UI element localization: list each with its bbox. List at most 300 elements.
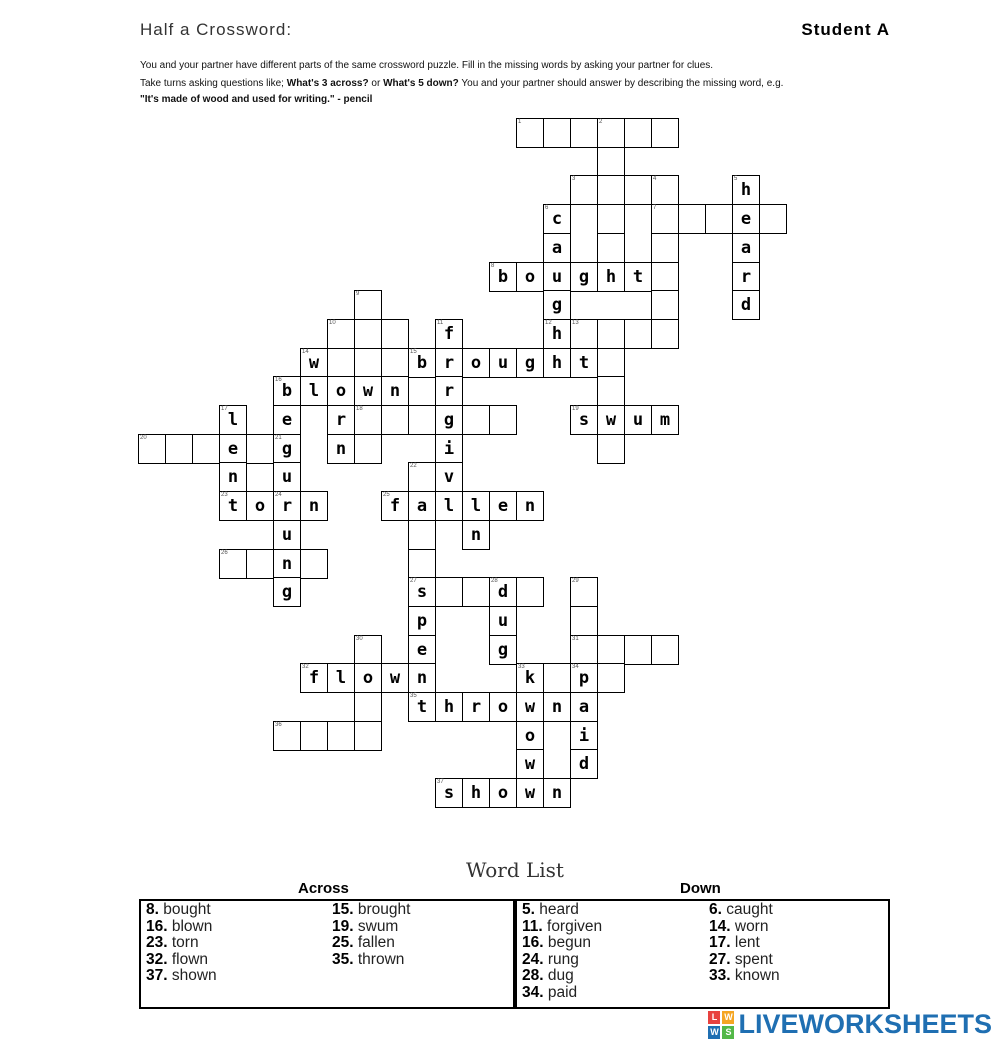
crossword-cell[interactable] [327, 721, 355, 751]
crossword-cell[interactable] [570, 577, 598, 607]
crossword-cell [489, 262, 517, 292]
crossword-cell[interactable] [597, 635, 625, 665]
crossword-cell[interactable] [192, 434, 220, 464]
cell-letter: s [578, 410, 590, 430]
crossword-cell [273, 549, 301, 579]
crossword-cell [570, 749, 598, 779]
crossword-cell [408, 348, 436, 378]
crossword-cell[interactable] [651, 233, 679, 263]
cell-letter: g [443, 410, 455, 430]
crossword-cell[interactable] [354, 721, 382, 751]
cell-letter: u [632, 410, 644, 430]
word-list-entry [522, 935, 602, 952]
crossword-cell [354, 376, 382, 406]
entry-number: 16. [146, 917, 168, 935]
crossword-cell[interactable] [516, 577, 544, 607]
logo-badge-icon [708, 1011, 734, 1039]
cell-letter: n [281, 554, 293, 574]
crossword-cell [435, 319, 463, 349]
crossword-cell[interactable] [651, 204, 679, 234]
cell-letter: h [605, 267, 617, 287]
crossword-cell [543, 290, 571, 320]
crossword-cell [597, 405, 625, 435]
entry-word: lent [730, 934, 760, 951]
cell-letter: h [443, 697, 455, 717]
cell-letter: t [227, 496, 239, 516]
clue-number: 24 [275, 492, 282, 498]
example-question-across: What's 3 across? [286, 78, 369, 89]
crossword-cell [543, 262, 571, 292]
instruction-line-1: You and your partner have different parts of the same crossword puzzle. Fill in the missing words by asking your partner for clues. [140, 60, 714, 71]
crossword-cell [732, 233, 760, 263]
cell-letter: g [578, 267, 590, 287]
crossword-cell [408, 606, 436, 636]
down-heading: Down [680, 880, 721, 897]
crossword-cell [435, 491, 463, 521]
cell-letter: l [227, 410, 239, 430]
cell-letter: r [443, 381, 455, 401]
down-list-col-1 [522, 902, 602, 1001]
cell-letter: h [551, 353, 563, 373]
clue-number: 29 [572, 578, 579, 584]
crossword-cell [570, 405, 598, 435]
cell-letter: g [551, 295, 563, 315]
crossword-cell [273, 376, 301, 406]
crossword-cell [516, 262, 544, 292]
clue-number: 7 [653, 205, 657, 211]
instruction-text: or [368, 78, 384, 89]
crossword-cell[interactable] [327, 319, 355, 349]
crossword-cell[interactable] [624, 319, 652, 349]
crossword-cell [516, 491, 544, 521]
crossword-cell[interactable] [597, 376, 625, 406]
cell-letter: m [659, 410, 671, 430]
cell-letter: g [497, 640, 509, 660]
crossword-cell [408, 635, 436, 665]
entry-number: 33. [709, 967, 731, 984]
crossword-cell[interactable] [246, 434, 274, 464]
crossword-cell[interactable] [678, 204, 706, 234]
crossword-cell[interactable] [354, 635, 382, 665]
crossword-cell[interactable] [273, 721, 301, 751]
logo-badge-letter: W [710, 1026, 719, 1037]
word-list-entry [522, 952, 602, 969]
clue-number: 8 [491, 263, 495, 269]
crossword-cell [435, 434, 463, 464]
clue-number: 5 [734, 176, 738, 182]
crossword-cell[interactable] [597, 118, 625, 148]
logo-text: LIVEWORKSHEETS [738, 1009, 992, 1039]
cell-letter: r [281, 496, 293, 516]
crossword-cell [327, 434, 355, 464]
crossword-cell [300, 663, 328, 693]
cell-letter: o [497, 783, 509, 803]
cell-letter: d [497, 582, 509, 602]
crossword-cell[interactable] [219, 549, 247, 579]
crossword-cell[interactable] [408, 462, 436, 492]
entry-word: dug [543, 967, 574, 984]
crossword-cell [516, 348, 544, 378]
crossword-cell[interactable] [651, 262, 679, 292]
worksheet-title: Half a Crossword: [140, 20, 293, 39]
crossword-cell [516, 663, 544, 693]
crossword-cell [219, 405, 247, 435]
cell-letter: u [497, 353, 509, 373]
crossword-cell[interactable] [543, 663, 571, 693]
across-heading: Across [298, 880, 349, 897]
crossword-cell [462, 692, 490, 722]
crossword-cell[interactable] [651, 319, 679, 349]
down-list-col-2 [709, 902, 780, 985]
crossword-cell [300, 491, 328, 521]
cell-letter: l [470, 496, 482, 516]
crossword-cell[interactable] [354, 319, 382, 349]
cell-letter: b [416, 353, 428, 373]
cell-letter: o [335, 381, 347, 401]
cell-letter: w [524, 783, 536, 803]
cell-letter: n [470, 525, 482, 545]
crossword-cell[interactable] [435, 577, 463, 607]
clue-number: 1 [518, 119, 522, 125]
entry-word: worn [730, 917, 769, 935]
word-list-entry [146, 935, 217, 952]
example-question-down: What's 5 down? [383, 78, 459, 89]
cell-letter: e [281, 410, 293, 430]
crossword-cell[interactable] [624, 118, 652, 148]
crossword-cell [435, 405, 463, 435]
crossword-cell[interactable] [354, 348, 382, 378]
liveworksheets-logo[interactable] [708, 1009, 992, 1040]
cell-letter: l [308, 381, 320, 401]
crossword-cell [651, 405, 679, 435]
crossword-cell[interactable] [462, 577, 490, 607]
entry-number: 23. [146, 934, 168, 951]
crossword-cell [381, 491, 409, 521]
clue-number: 10 [329, 320, 336, 326]
crossword-cell [570, 692, 598, 722]
crossword-cell[interactable] [651, 118, 679, 148]
clue-number: 4 [653, 176, 657, 182]
crossword-cell [462, 348, 490, 378]
crossword-cell [597, 262, 625, 292]
entry-word: fallen [353, 934, 395, 951]
crossword-cell [543, 692, 571, 722]
crossword-cell [354, 663, 382, 693]
clue-number: 18 [356, 406, 363, 412]
crossword-cell[interactable] [597, 204, 625, 234]
word-list-entry [332, 952, 410, 969]
entry-number: 8. [146, 901, 159, 918]
word-list-entry [146, 952, 217, 969]
cell-letter: n [335, 439, 347, 459]
cell-letter: a [551, 238, 563, 258]
entry-number: 14. [709, 917, 731, 935]
crossword-cell [489, 778, 517, 808]
crossword-cell[interactable] [651, 175, 679, 205]
logo-badge-letter: S [722, 1026, 734, 1039]
crossword-cell [435, 692, 463, 722]
entry-word: caught [721, 901, 773, 918]
cell-letter: r [335, 410, 347, 430]
crossword-cell [543, 348, 571, 378]
clue-number: 23 [221, 492, 228, 498]
cell-letter: d [578, 754, 590, 774]
cell-letter: a [740, 238, 752, 258]
cell-letter: h [551, 324, 563, 344]
entry-number: 37. [146, 967, 168, 984]
crossword-cell [543, 778, 571, 808]
clue-number: 13 [572, 320, 579, 326]
clue-number: 28 [491, 578, 498, 584]
crossword-cell [273, 577, 301, 607]
crossword-cell[interactable] [759, 204, 787, 234]
cell-letter: f [389, 496, 401, 516]
word-list-entry [332, 919, 410, 936]
crossword-cell[interactable] [354, 290, 382, 320]
cell-letter: u [497, 611, 509, 631]
crossword-cell[interactable] [408, 549, 436, 579]
crossword-cell [543, 233, 571, 263]
cell-letter: u [281, 467, 293, 487]
crossword-cell[interactable] [597, 233, 625, 263]
clue-number: 21 [275, 435, 282, 441]
crossword-cell [462, 491, 490, 521]
cell-letter: r [740, 267, 752, 287]
cell-letter: t [416, 697, 428, 717]
crossword-cell[interactable] [381, 319, 409, 349]
crossword-cell [327, 405, 355, 435]
crossword-cell [543, 204, 571, 234]
entry-number: 5. [522, 901, 535, 918]
entry-word: bought [158, 901, 211, 918]
crossword-cell [273, 462, 301, 492]
crossword-cell[interactable] [354, 405, 382, 435]
cell-letter: w [362, 381, 374, 401]
entry-word: known [730, 967, 780, 984]
clue-number: 26 [221, 550, 228, 556]
cell-letter: w [389, 668, 401, 688]
word-list-entry [709, 968, 780, 985]
word-list-entry [332, 902, 410, 919]
crossword-cell [219, 462, 247, 492]
cell-letter: n [389, 381, 401, 401]
crossword-cell[interactable] [597, 319, 625, 349]
cell-letter: a [416, 496, 428, 516]
entry-number: 25. [332, 934, 354, 951]
entry-number: 27. [709, 950, 731, 968]
cell-letter: e [416, 640, 428, 660]
cell-letter: r [443, 353, 455, 373]
crossword-cell[interactable] [300, 721, 328, 751]
cell-letter: n [227, 467, 239, 487]
crossword-cell[interactable] [570, 118, 598, 148]
crossword-cell [732, 262, 760, 292]
cell-letter: e [740, 209, 752, 229]
crossword-cell[interactable] [597, 348, 625, 378]
student-label: Student A [801, 20, 890, 39]
crossword-cell [273, 405, 301, 435]
clue-number: 25 [383, 492, 390, 498]
crossword-cell [489, 635, 517, 665]
cell-letter: h [740, 180, 752, 200]
crossword-cell[interactable] [408, 520, 436, 550]
clue-number: 3 [572, 176, 576, 182]
cell-letter: n [416, 668, 428, 688]
entry-word: rung [543, 950, 579, 968]
crossword-cell[interactable] [408, 405, 436, 435]
cell-letter: n [551, 697, 563, 717]
crossword-cell [381, 663, 409, 693]
cell-letter: o [254, 496, 266, 516]
entry-word: heard [534, 901, 579, 918]
crossword-cell[interactable] [624, 175, 652, 205]
cell-letter: u [281, 525, 293, 545]
crossword-cell[interactable] [597, 663, 625, 693]
crossword-cell[interactable] [354, 692, 382, 722]
crossword-cell[interactable] [138, 434, 166, 464]
crossword-cell [408, 663, 436, 693]
word-list-entry [146, 902, 217, 919]
entry-number: 32. [146, 950, 168, 968]
cell-letter: h [470, 783, 482, 803]
cell-letter: o [524, 267, 536, 287]
entry-number: 6. [709, 901, 722, 918]
entry-number: 35. [332, 950, 354, 968]
cell-letter: p [578, 668, 590, 688]
cell-letter: n [551, 783, 563, 803]
cell-letter: t [578, 353, 590, 373]
clue-number: 17 [221, 406, 228, 412]
word-list-entry [709, 952, 780, 969]
crossword-cell[interactable] [570, 606, 598, 636]
crossword-cell[interactable] [624, 635, 652, 665]
clue-number: 9 [356, 291, 360, 297]
example-answer: "It's made of wood and used for writing." - pencil [140, 94, 373, 105]
crossword-cell [489, 606, 517, 636]
crossword-cell[interactable] [570, 175, 598, 205]
clue-number: 36 [275, 722, 282, 728]
crossword-cell[interactable] [597, 147, 625, 177]
crossword-cell [489, 491, 517, 521]
crossword-cell[interactable] [570, 319, 598, 349]
crossword-cell [408, 692, 436, 722]
entry-number: 17. [709, 934, 731, 951]
crossword-cell[interactable] [462, 405, 490, 435]
crossword-cell[interactable] [597, 175, 625, 205]
crossword-cell[interactable] [489, 405, 517, 435]
crossword-cell[interactable] [651, 635, 679, 665]
crossword-cell [462, 520, 490, 550]
cell-letter: w [308, 353, 320, 373]
crossword-cell[interactable] [165, 434, 193, 464]
entry-word: forgiven [542, 917, 603, 935]
clue-number: 15 [410, 349, 417, 355]
clue-number: 19 [572, 406, 579, 412]
instruction-text: You and your partner should answer by describing the missing word, e.g. [458, 78, 784, 89]
clue-number: 16 [275, 377, 282, 383]
crossword-cell [570, 348, 598, 378]
crossword-cell[interactable] [354, 434, 382, 464]
crossword-cell [273, 520, 301, 550]
entry-number: 11. [522, 917, 543, 935]
clue-number: 34 [572, 664, 579, 670]
crossword-cell [381, 376, 409, 406]
crossword-cell[interactable] [543, 118, 571, 148]
cell-letter: n [524, 496, 536, 516]
cell-letter: u [551, 267, 563, 287]
clue-number: 12 [545, 320, 552, 326]
crossword-cell[interactable] [597, 434, 625, 464]
crossword-cell [489, 348, 517, 378]
word-list-entry [522, 968, 602, 985]
crossword-cell [219, 434, 247, 464]
clue-number: 11 [437, 320, 444, 326]
crossword-cell [570, 663, 598, 693]
cell-letter: w [524, 754, 536, 774]
cell-letter: w [605, 410, 617, 430]
word-list-entry [522, 985, 602, 1002]
entry-number: 15. [332, 901, 354, 918]
cell-letter: r [470, 697, 482, 717]
crossword-cell [570, 262, 598, 292]
crossword-cell[interactable] [651, 290, 679, 320]
logo-badge-letter: W [724, 1011, 733, 1022]
cell-letter: w [524, 697, 536, 717]
crossword-cell[interactable] [516, 118, 544, 148]
logo-badge-letter: L [708, 1011, 720, 1024]
cell-letter: o [362, 668, 374, 688]
cell-letter: l [335, 668, 347, 688]
crossword-cell [435, 376, 463, 406]
cell-letter: s [443, 783, 455, 803]
clue-number: 33 [518, 664, 525, 670]
crossword-cell [624, 262, 652, 292]
cell-letter: c [551, 209, 563, 229]
crossword-cell [435, 462, 463, 492]
word-list-entry [146, 919, 217, 936]
entry-word: paid [543, 983, 578, 1001]
crossword-cell[interactable] [570, 635, 598, 665]
clue-number: 31 [572, 636, 579, 642]
clue-number: 30 [356, 636, 363, 642]
crossword-cell[interactable] [381, 405, 409, 435]
cell-letter: o [497, 697, 509, 717]
crossword-cell [300, 376, 328, 406]
crossword-cell [435, 348, 463, 378]
word-list-entry [332, 935, 410, 952]
crossword-cell[interactable] [705, 204, 733, 234]
across-list-col-1 [146, 902, 217, 985]
crossword-cell [408, 491, 436, 521]
cell-letter: p [416, 611, 428, 631]
crossword-cell[interactable] [300, 549, 328, 579]
word-list-entry [709, 935, 780, 952]
cell-letter: g [281, 439, 293, 459]
entry-word: shown [167, 967, 217, 984]
clue-number: 27 [410, 578, 417, 584]
cell-letter: g [281, 582, 293, 602]
cell-letter: o [524, 726, 536, 746]
crossword-cell [516, 778, 544, 808]
cell-letter: n [308, 496, 320, 516]
crossword-cell[interactable] [246, 549, 274, 579]
entry-word: thrown [353, 950, 405, 968]
crossword-cell [408, 577, 436, 607]
entry-number: 19. [332, 917, 354, 935]
instruction-text: Take turns asking questions like; [140, 78, 287, 89]
cell-letter: b [497, 267, 509, 287]
across-list-col-2 [332, 902, 410, 968]
